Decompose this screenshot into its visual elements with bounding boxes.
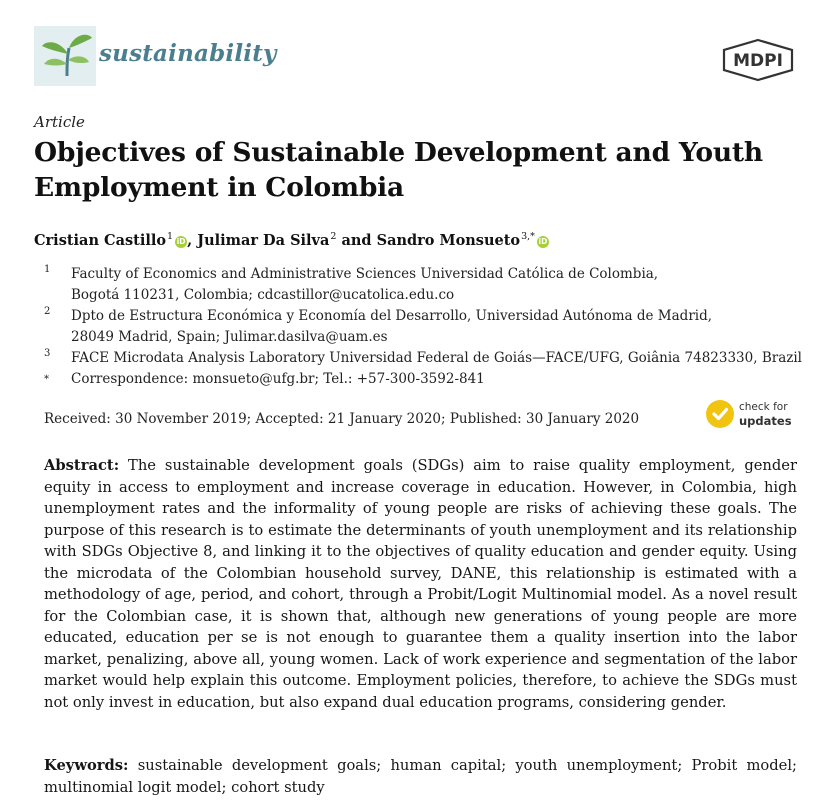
- affiliation-number: 1: [44, 264, 51, 275]
- author-name[interactable]: Sandro Monsueto: [376, 232, 521, 249]
- publisher-logo: [722, 38, 794, 82]
- affiliation-number: 2: [44, 306, 51, 317]
- journal-name: sustainability: [99, 40, 277, 67]
- abstract-label: Abstract:: [44, 457, 120, 474]
- author-name[interactable]: Julimar Da Silva: [197, 232, 330, 249]
- author-separator: ,: [187, 232, 198, 249]
- affiliation-line: Bogotá 110231, Colombia; cdcastillor@ucatolica.edu.co: [71, 287, 455, 303]
- article-type: Article: [34, 113, 85, 131]
- affiliation-number: 3: [44, 348, 51, 359]
- affiliation-line: Dpto de Estructura Económica y Economía del Desarrollo, Universidad Autónoma de Madrid,: [71, 308, 713, 324]
- orcid-icon[interactable]: iD: [538, 237, 548, 246]
- author-affil-sup: 2: [330, 231, 337, 242]
- affiliation-line: 28049 Madrid, Spain; Julimar.dasilva@uam.es: [71, 329, 388, 345]
- orcid-icon[interactable]: iD: [176, 237, 186, 246]
- mdpi-logo-icon: [722, 38, 794, 82]
- checkmark-icon: [706, 400, 734, 428]
- author-separator: and: [336, 232, 377, 249]
- affiliation-line: FACE Microdata Analysis Laboratory Universidad Federal de Goiás—FACE/UFG, Goiânia 74823330, Brazil: [71, 350, 802, 366]
- keywords: [44, 755, 797, 798]
- abstract-text: The sustainable development goals (SDGs) aim to raise quality employment, gender equity in access to employment and increase coverage in education. However, in Colombia, high unemployment rates and the informality of young people are risks of achieving these goals. The purpose of this research is to estimate the determinants of youth unemployment and its relationship with SDGs Objective 8, and linking it to the objectives of quality education and gender equity. Using the microdata of the Colombian household survey, DANE, this relationship is estimated with a methodology of age, period, and cohort, through a Probit/Logit Multinomial model. As a novel result for the Colombian case, it is shown that, although new generations of young people are more educated, education per se is not enough to guarantee them a quality insertion into the labor market, penalizing, above all, young women. Lack of work experience and segmentation of the labor market would help explain this outcome. Employment policies, therefore, to achieve the SDGs must not only invest in education, but also expand dual education programs, considering gender.: [44, 457, 797, 711]
- publisher-name: MDPI: [733, 51, 783, 71]
- publication-dates: Received: 30 November 2019; Accepted: 21 January 2020; Published: 30 January 2020: [44, 411, 640, 427]
- keywords-text: sustainable development goals; human capital; youth unemployment; Probit model; multinomial logit model; cohort study: [44, 757, 797, 796]
- affiliation-number: *: [44, 374, 49, 385]
- author-affil-sup: 1: [167, 231, 174, 242]
- keywords-label: Keywords:: [44, 757, 129, 774]
- article-title: Objectives of Sustainable Development and Youth Employment in Colombia: [34, 137, 763, 203]
- correspondence-line: Correspondence: monsueto@ufg.br; Tel.: +57-300-3592-841: [71, 371, 485, 387]
- journal-logo-icon: [34, 26, 96, 86]
- updates-label: updates: [739, 414, 792, 428]
- check-for-label: check for: [739, 401, 788, 413]
- abstract: [44, 455, 797, 713]
- author-name[interactable]: Cristian Castillo: [34, 232, 167, 249]
- check-for-updates-button[interactable]: [706, 398, 802, 434]
- author-list: [34, 231, 549, 249]
- author-affil-sup: 3,*: [521, 231, 535, 242]
- affiliation-line: Faculty of Economics and Administrative Sciences Universidad Católica de Colombia,: [71, 266, 659, 282]
